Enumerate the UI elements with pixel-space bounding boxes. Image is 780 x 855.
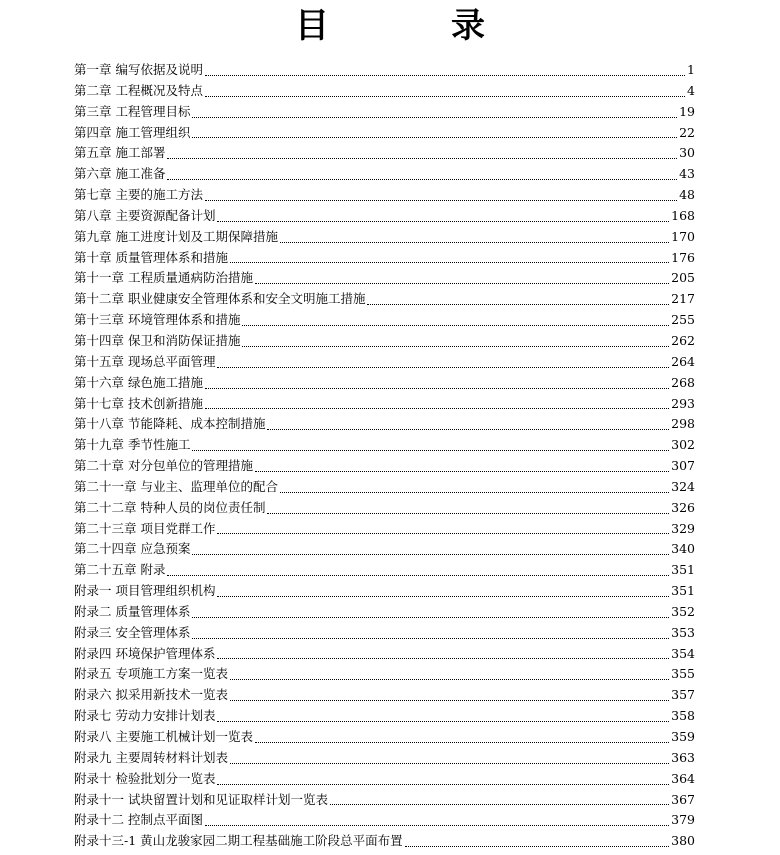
toc-entry[interactable]: [74, 373, 695, 394]
toc-entry-label: 第十六章 绿色施工措施: [74, 374, 203, 390]
dot-leader: [205, 74, 685, 76]
toc-entry[interactable]: [74, 206, 695, 227]
toc-entry-label: 第二十一章 与业主、监理单位的配合: [74, 478, 278, 494]
dot-leader: [217, 595, 669, 597]
toc-entry-page-number: 262: [671, 332, 695, 348]
toc-entry-label: 附录十二 控制点平面图: [74, 812, 203, 828]
toc-entry[interactable]: [74, 602, 695, 623]
page-title: 目 录: [295, 6, 529, 46]
dot-leader: [242, 345, 669, 347]
dot-leader: [167, 574, 669, 576]
toc-entry-label: 附录五 专项施工方案一览表: [74, 666, 228, 682]
dot-leader: [167, 178, 677, 180]
dot-leader: [192, 136, 677, 138]
toc-entry[interactable]: [74, 143, 695, 164]
toc-entry-label: 第四章 施工管理组织: [74, 124, 191, 140]
toc-entry-label: 第三章 工程管理目标: [74, 103, 191, 119]
dot-leader: [330, 803, 669, 805]
toc-entry-page-number: 351: [671, 562, 695, 578]
dot-leader: [230, 678, 669, 680]
toc-entry-page-number: 176: [671, 249, 695, 265]
toc-entry-label: 附录三 安全管理体系: [74, 624, 191, 640]
toc-entry-page-number: 4: [687, 82, 695, 98]
toc-entry-page-number: 351: [671, 583, 695, 599]
toc-entry-label: 第七章 主要的施工方法: [74, 187, 203, 203]
toc-entry-label: 第十四章 保卫和消防保证措施: [74, 332, 241, 348]
dot-leader: [405, 845, 669, 847]
toc-entry-label: 附录十一 试块留置计划和见证取样计划一览表: [74, 791, 328, 807]
toc-entry-label: 第二章 工程概况及特点: [74, 82, 203, 98]
dot-leader: [205, 824, 669, 826]
dot-leader: [255, 741, 669, 743]
toc-entry-page-number: 43: [679, 166, 695, 182]
dot-leader: [205, 407, 669, 409]
toc-entry[interactable]: [74, 831, 695, 852]
toc-entry[interactable]: [74, 164, 695, 185]
toc-entry[interactable]: [74, 727, 695, 748]
toc-entry[interactable]: [74, 123, 695, 144]
toc-entry-page-number: 326: [671, 499, 695, 515]
toc-entry[interactable]: [74, 60, 695, 81]
toc-entry[interactable]: [74, 81, 695, 102]
toc-entry[interactable]: [74, 310, 695, 331]
toc-entry-page-number: 357: [671, 687, 695, 703]
toc-entry-label: 附录二 质量管理体系: [74, 603, 191, 619]
toc-entry-page-number: 364: [671, 770, 695, 786]
toc-entry[interactable]: [74, 456, 695, 477]
toc-entry[interactable]: [74, 685, 695, 706]
toc-entry-label: 第十七章 技术创新措施: [74, 395, 203, 411]
dot-leader: [217, 657, 669, 659]
toc-entry-page-number: 48: [679, 187, 695, 203]
toc-entry-page-number: 205: [671, 270, 695, 286]
toc-entry[interactable]: [74, 414, 695, 435]
toc-entry-page-number: 170: [671, 228, 695, 244]
toc-entry-label: 附录八 主要施工机械计划一览表: [74, 729, 253, 744]
toc-entry-label: 附录六 拟采用新技术一览表: [74, 687, 228, 703]
toc-entry[interactable]: [74, 519, 695, 540]
toc-entry-label: 第十三章 环境管理体系和措施: [74, 312, 241, 328]
toc-entry-page-number: 19: [679, 103, 695, 119]
toc-entry[interactable]: [74, 227, 695, 248]
toc-entry[interactable]: [74, 706, 695, 727]
toc-entry[interactable]: [74, 331, 695, 352]
toc-entry[interactable]: [74, 248, 695, 269]
toc-entry-page-number: 268: [671, 374, 695, 390]
toc-entry-page-number: 352: [671, 603, 695, 619]
toc-entry[interactable]: [74, 268, 695, 289]
toc-entry-label: 第十九章 季节性施工: [74, 437, 191, 453]
toc-entry-label: 附录七 劳动力安排计划表: [74, 708, 216, 724]
toc-entry-label: 第二十二章 特种人员的岗位责任制: [74, 499, 266, 515]
toc-entry-page-number: 367: [671, 791, 695, 807]
dot-leader: [255, 282, 669, 284]
toc-entry-label: 第九章 施工进度计划及工期保障措施: [74, 228, 278, 244]
toc-entry-page-number: 1: [687, 62, 695, 77]
toc-entry[interactable]: [74, 810, 695, 831]
dot-leader: [192, 116, 677, 118]
dot-leader: [217, 366, 669, 368]
toc-entry-label: 第二十五章 附录: [74, 562, 166, 578]
toc-entry-page-number: 354: [671, 645, 695, 661]
toc-entry[interactable]: [74, 102, 695, 123]
dot-leader: [192, 637, 669, 639]
dot-leader: [217, 720, 669, 722]
dot-leader: [280, 241, 669, 243]
toc-entry-page-number: 380: [671, 833, 695, 849]
toc-entry-page-number: 293: [671, 395, 695, 411]
toc-entry-page-number: 168: [671, 207, 695, 223]
toc-entry-label: 第十八章 节能降耗、成本控制措施: [74, 416, 266, 432]
dot-leader: [230, 699, 669, 701]
toc-entry-label: 第二十三章 项目党群工作: [74, 520, 216, 536]
dot-leader: [267, 428, 669, 430]
toc-entry[interactable]: [74, 664, 695, 685]
dot-leader: [205, 95, 685, 97]
table-of-contents: [74, 60, 695, 852]
toc-entry[interactable]: [74, 623, 695, 644]
toc-entry-label: 第一章 编写依据及说明: [74, 62, 203, 77]
toc-entry-label: 附录十 检验批划分一览表: [74, 770, 216, 786]
toc-entry-page-number: 340: [671, 541, 695, 557]
toc-entry[interactable]: [74, 435, 695, 456]
toc-entry-page-number: 363: [671, 749, 695, 765]
dot-leader: [192, 553, 669, 555]
toc-entry-page-number: 324: [671, 478, 695, 494]
dot-leader: [167, 157, 677, 159]
toc-entry[interactable]: [74, 581, 695, 602]
toc-entry-page-number: 264: [671, 353, 695, 369]
toc-entry-label: 第二十四章 应急预案: [74, 541, 191, 557]
dot-leader: [217, 532, 669, 534]
toc-entry-label: 附录十三-1 黄山龙骏家园二期工程基础施工阶段总平面布置: [74, 833, 403, 849]
dot-leader: [205, 387, 669, 389]
toc-entry-label: 第二十章 对分包单位的管理措施: [74, 458, 253, 474]
dot-leader: [217, 220, 669, 222]
toc-entry-page-number: 217: [671, 291, 695, 307]
toc-entry-page-number: 358: [671, 708, 695, 724]
toc-entry-page-number: 355: [671, 666, 695, 682]
toc-entry[interactable]: [74, 352, 695, 373]
toc-entry[interactable]: [74, 289, 695, 310]
toc-entry-page-number: 307: [671, 458, 695, 474]
toc-entry[interactable]: [74, 790, 695, 811]
toc-entry-label: 第五章 施工部署: [74, 145, 166, 161]
dot-leader: [205, 199, 677, 201]
toc-entry[interactable]: [74, 748, 695, 769]
toc-entry[interactable]: [74, 539, 695, 560]
toc-entry[interactable]: [74, 477, 695, 498]
dot-leader: [230, 261, 669, 263]
toc-entry[interactable]: [74, 560, 695, 581]
toc-entry[interactable]: [74, 394, 695, 415]
toc-entry-page-number: 302: [671, 437, 695, 453]
toc-entry-page-number: 30: [679, 145, 695, 161]
toc-entry[interactable]: [74, 644, 695, 665]
toc-entry-page-number: 379: [671, 812, 695, 828]
dot-leader: [230, 762, 669, 764]
toc-entry[interactable]: [74, 498, 695, 519]
toc-entry-page-number: 329: [671, 520, 695, 536]
toc-entry-label: 第八章 主要资源配备计划: [74, 207, 216, 223]
toc-entry-label: 第十章 质量管理体系和措施: [74, 249, 228, 265]
toc-entry[interactable]: [74, 185, 695, 206]
toc-entry-page-number: 255: [671, 312, 695, 328]
toc-entry-label: 第十五章 现场总平面管理: [74, 353, 216, 369]
dot-leader: [367, 303, 669, 305]
toc-entry-label: 附录四 环境保护管理体系: [74, 645, 216, 661]
toc-entry-label: 第十一章 工程质量通病防治措施: [74, 270, 253, 286]
toc-entry-page-number: 298: [671, 416, 695, 432]
toc-entry-page-number: 353: [671, 624, 695, 640]
dot-leader: [267, 512, 669, 514]
toc-entry-label: 第六章 施工准备: [74, 166, 166, 182]
toc-entry-label: 附录一 项目管理组织机构: [74, 583, 216, 599]
toc-entry-page-number: 359: [671, 729, 695, 744]
dot-leader: [280, 491, 669, 493]
dot-leader: [192, 449, 669, 451]
dot-leader: [192, 616, 669, 618]
toc-entry[interactable]: [74, 769, 695, 790]
toc-entry-label: 附录九 主要周转材料计划表: [74, 749, 228, 765]
dot-leader: [255, 470, 669, 472]
toc-entry-page-number: 22: [679, 124, 695, 140]
dot-leader: [217, 783, 669, 785]
toc-entry-label: 第十二章 职业健康安全管理体系和安全文明施工措施: [74, 291, 366, 307]
dot-leader: [242, 324, 669, 326]
